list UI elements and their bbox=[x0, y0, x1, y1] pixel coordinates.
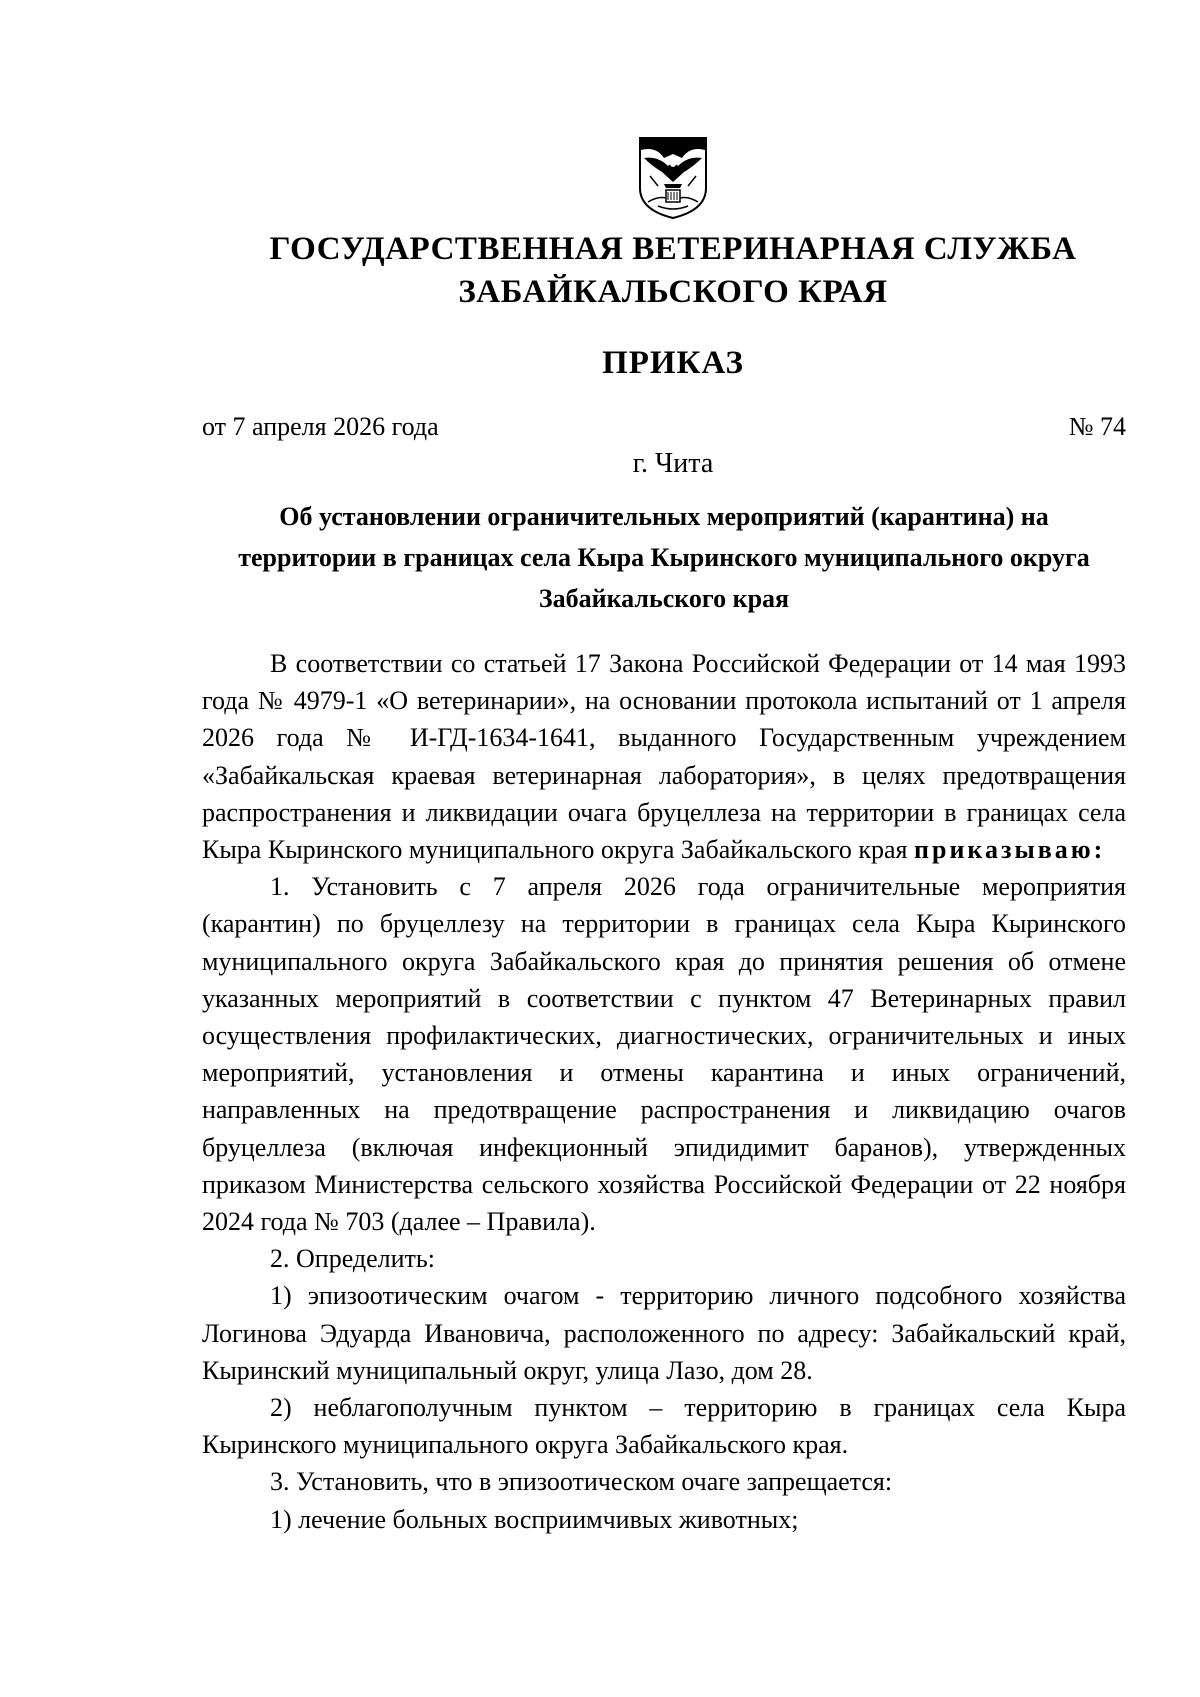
paragraph-2-item-2: 2) неблагополучным пунктом – территорию в границах села Кыра Кыринского муниципального округа Забайкальского края. bbox=[202, 1393, 1126, 1460]
document-title-line-1: Об установлении ограничительных мероприятий (карантина) на bbox=[279, 502, 1049, 531]
document-title-line-3: Забайкальского края bbox=[538, 584, 790, 613]
paragraph-3-item-1: 1) лечение больных восприимчивых животных; bbox=[270, 1504, 799, 1534]
coat-of-arms-emblem bbox=[638, 136, 708, 220]
document-city: г. Чита bbox=[632, 448, 714, 479]
document-type-heading: ПРИКАЗ bbox=[602, 345, 744, 381]
preamble-text: В соответствии со статьей 17 Закона Российской Федерации от 14 мая 1993 года № 4979-1 «О ветеринарии», на основании протокола испытаний от 1 апреля 2026 года № И-ГД-1634-1641, выданного Государственным учреждением «Забайкальская краевая ветеринарная лаборатория», в целях предотвращения распространения и ликвидации очага бруцеллеза на территории в границах села Кыра Кыринского муниципального округа Забайкальского края bbox=[202, 649, 1126, 865]
order-word: приказываю: bbox=[914, 835, 1106, 865]
organization-name-line-1: ГОСУДАРСТВЕННАЯ ВЕТЕРИНАРНАЯ СЛУЖБА bbox=[269, 231, 1077, 267]
paragraph-2-item-1: 1) эпизоотическим очагом - территорию личного подсобного хозяйства Логинова Эдуарда Ивановича, расположенного по адресу: Забайкальский край, Кыринский муниципальный округ, улица Лазо, дом 28. bbox=[202, 1281, 1126, 1385]
document-number: № 74 bbox=[1068, 412, 1126, 441]
paragraph-1: 1. Установить с 7 апреля 2026 года ограничительные мероприятия (карантин) по бруцеллезу на территории в границах села Кыра Кыринского муниципального округа Забайкальского края до принятия решения об отмене указанных мероприятий в соответствии с пунктом 47 Ветеринарных правил осуществления профилактических, диагностических, ограничительных и иных мероприятий, установления и отмены карантина и иных ограничений, направленных на предотвращение распространения и ликвидацию очагов бруцеллеза (включая инфекционный эпидидимит баранов), утвержденных приказом Министерства сельского хозяйства Российской Федерации от 22 ноября 2024 года № 703 (далее – Правила). bbox=[202, 872, 1126, 1237]
document-title bbox=[202, 496, 1126, 619]
paragraph-2: 2. Определить: bbox=[270, 1244, 435, 1274]
document-date: от 7 апреля 2026 года bbox=[202, 412, 439, 441]
organization-name-line-2: ЗАБАЙКАЛЬСКОГО КРАЯ bbox=[458, 274, 888, 310]
document-title-line-2: территории в границах села Кыра Кыринского муниципального округа bbox=[238, 543, 1090, 572]
paragraph-3: 3. Установить, что в эпизоотическом очаге запрещается: bbox=[270, 1467, 893, 1497]
preamble-paragraph bbox=[202, 645, 1126, 868]
document-body bbox=[202, 645, 1126, 1538]
